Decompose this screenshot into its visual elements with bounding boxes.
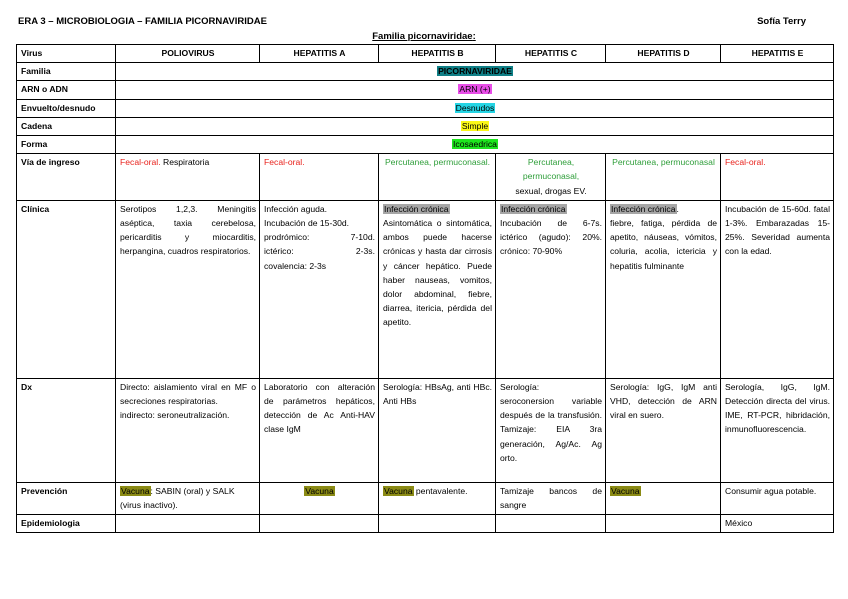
table-caption: [0, 31, 848, 42]
cell-via-hepe: [721, 154, 834, 201]
clinica-hepa-line: prodrómico: 7-10d.: [264, 232, 375, 243]
row-envuelto: [17, 99, 834, 117]
arn-adn-value: ARN (+): [459, 84, 491, 95]
row-label-forma: Forma: [17, 136, 116, 154]
cell-dx-hepc: [496, 378, 606, 482]
document-title: ERA 3 – MICROBIOLOGIA – FAMILIA PICORNAVIRIDAE: [18, 16, 267, 27]
cell-dx-hepe: Serología, IgG, IgM. Detección directa del virus. IME, RT-PCR, hibridación, inmunofluorescencia.: [721, 378, 834, 482]
prev-hepb-highlight: Vacuna: [384, 485, 413, 496]
row-forma: [17, 136, 834, 154]
forma-value: Icosaedrica: [453, 139, 497, 150]
cell-dx-polio: [116, 378, 260, 482]
via-hepc-rest: sexual, drogas EV.: [515, 185, 587, 196]
col-header-hepatitis-e: HEPATITIS E: [721, 45, 834, 63]
via-polio-red: Fecal-oral.: [120, 157, 161, 168]
dx-hepc-line: seroconersion variable después de la transfusión. Tamizaje: EIA 3ra generación, Ag/Ac. Ag orto.: [500, 396, 602, 463]
cell-dx-hepb: Serología: HBsAg, anti HBc. Anti HBs: [379, 378, 496, 482]
row-via-ingreso: [17, 154, 834, 201]
prev-polio-text: : SABIN (oral) y SALK (virus inactivo).: [120, 485, 235, 511]
header-row: [17, 45, 834, 63]
table-caption-colon: :: [472, 31, 476, 42]
row-label-via-ingreso: Vía de ingreso: [17, 154, 116, 201]
prev-hepd-highlight: Vacuna: [611, 485, 640, 496]
cell-epi-hepd: [606, 515, 721, 533]
cell-epi-hepe: México: [721, 515, 834, 533]
cell-via-hepa: [260, 154, 379, 201]
via-polio-rest: Respiratoria: [160, 157, 210, 168]
cell-clinica-hepa: [260, 200, 379, 378]
clinica-hepc-highlight: Infección crónica: [501, 203, 566, 214]
via-hepd-text: Percutanea, permuconasal: [612, 157, 715, 168]
clinica-hepa-line: Infección aguda.: [264, 203, 328, 214]
col-header-hepatitis-b: HEPATITIS B: [379, 45, 496, 63]
clinica-hepb-highlight: Infección crónica: [384, 203, 449, 214]
clinica-hepa-line: covalencia: 2-3s: [264, 260, 327, 271]
envuelto-value: Desnudos: [455, 102, 495, 113]
cell-epi-hepa: [260, 515, 379, 533]
dx-hepc-line: Serología:: [500, 381, 540, 392]
row-cadena: [17, 117, 834, 135]
cell-arn-adn: [116, 81, 834, 99]
row-label-familia: Familia: [17, 63, 116, 81]
clinica-hepd-period: .: [676, 203, 679, 214]
clinica-hepb-text: Asintomática o sintomática, ambos puede hacerse crónicas y hasta dar cirrosis y cáncer hepático. Puede haber nauseas, vomitos, dolor abdominal, fiebre, diarrea, itericia, pérdida del apetito.: [383, 218, 492, 328]
cell-epi-hepc: [496, 515, 606, 533]
col-header-hepatitis-a: HEPATITIS A: [260, 45, 379, 63]
cell-epi-hepb: [379, 515, 496, 533]
cell-clinica-hepd: [606, 200, 721, 378]
via-hepc-green: Percutanea, permuconasal,: [522, 157, 580, 182]
col-header-poliovirus: POLIOVIRUS: [116, 45, 260, 63]
cell-epi-polio: [116, 515, 260, 533]
cell-via-hepc: [496, 154, 606, 201]
prev-polio-highlight: Vacuna: [121, 485, 150, 496]
cell-clinica-hepc: [496, 200, 606, 378]
cell-dx-hepa: Laboratorio con alteración de parámetros hepáticos, detección de Ac Anti-HAV clase IgM: [260, 378, 379, 482]
cell-familia: [116, 63, 834, 81]
via-hepb-text: Percutanea, permuconasal.: [384, 157, 491, 168]
cell-via-polio: [116, 154, 260, 201]
row-label-arn-adn: ARN o ADN: [17, 81, 116, 99]
row-label-envuelto: Envuelto/desnudo: [17, 99, 116, 117]
row-label-epidemiologia: Epidemiologia: [17, 515, 116, 533]
row-arn-adn: [17, 81, 834, 99]
row-familia: [17, 63, 834, 81]
prev-hepb-text: pentavalente.: [413, 485, 468, 496]
cell-cadena: [116, 117, 834, 135]
row-epidemiologia: [17, 515, 834, 533]
cell-prev-hepe: Consumir agua potable.: [721, 482, 834, 514]
dx-polio-line: indirecto: seroneutralización.: [120, 410, 230, 421]
prev-hepa-highlight: Vacuna: [305, 485, 334, 496]
row-label-cadena: Cadena: [17, 117, 116, 135]
row-label-prevencion: Prevención: [17, 482, 116, 514]
col-header-hepatitis-c: HEPATITIS C: [496, 45, 606, 63]
clinica-hepd-highlight: Infección crónica: [611, 203, 676, 214]
cell-via-hepb: [379, 154, 496, 201]
cell-clinica-polio: Serotipos 1,2,3. Meningitis aséptica, taxia cerebelosa, pericarditis y miocarditis, herpangina, cuadros respiratorios.: [116, 200, 260, 378]
cell-dx-hepd: Serología: IgG, IgM anti VHD, detección de ARN viral en suero.: [606, 378, 721, 482]
row-dx: [17, 378, 834, 482]
cell-prev-polio: [116, 482, 260, 514]
clinica-hepc-text: Incubación de 6-7s. ictérico (agudo): 20%. crónico: 70-90%: [500, 218, 602, 257]
cell-prev-hepc: Tamizaje bancos de sangre: [496, 482, 606, 514]
author-name: Sofía Terry: [757, 16, 806, 27]
cell-clinica-hepb: [379, 200, 496, 378]
cell-forma: [116, 136, 834, 154]
cell-via-hepd: [606, 154, 721, 201]
via-hepa-text: Fecal-oral.: [264, 157, 305, 168]
comparison-table: [16, 44, 834, 533]
cell-prev-hepb: [379, 482, 496, 514]
col-header-hepatitis-d: HEPATITIS D: [606, 45, 721, 63]
cell-prev-hepa: [260, 482, 379, 514]
clinica-hepa-line: Incubación de 15-30d.: [264, 218, 350, 229]
familia-value: PICORNAVIRIDAE: [438, 66, 512, 77]
cell-envuelto: [116, 99, 834, 117]
table-caption-text: Familia picornaviridae: [372, 31, 473, 42]
cell-prev-hepd: [606, 482, 721, 514]
clinica-hepd-text: fiebre, fatiga, pérdida de apetito, náuseas, vómitos, coluria, acolia, ictericia y hepatitis fulminante: [610, 218, 717, 271]
clinica-hepa-line: ictérico: 2-3s.: [264, 246, 375, 257]
dx-polio-line: Directo: aislamiento viral en MF o secreciones respiratorias.: [120, 381, 256, 407]
via-hepe-text: Fecal-oral.: [725, 157, 766, 168]
cadena-value: Simple: [461, 120, 489, 131]
row-prevencion: [17, 482, 834, 514]
row-label-clinica: Clínica: [17, 200, 116, 378]
row-clinica: [17, 200, 834, 378]
col-header-virus: Virus: [17, 45, 116, 63]
cell-clinica-hepe: Incubación de 15-60d. fatal 1-3%. Embarazadas 15-25%. Severidad aumenta con la edad.: [721, 200, 834, 378]
row-label-dx: Dx: [17, 378, 116, 482]
